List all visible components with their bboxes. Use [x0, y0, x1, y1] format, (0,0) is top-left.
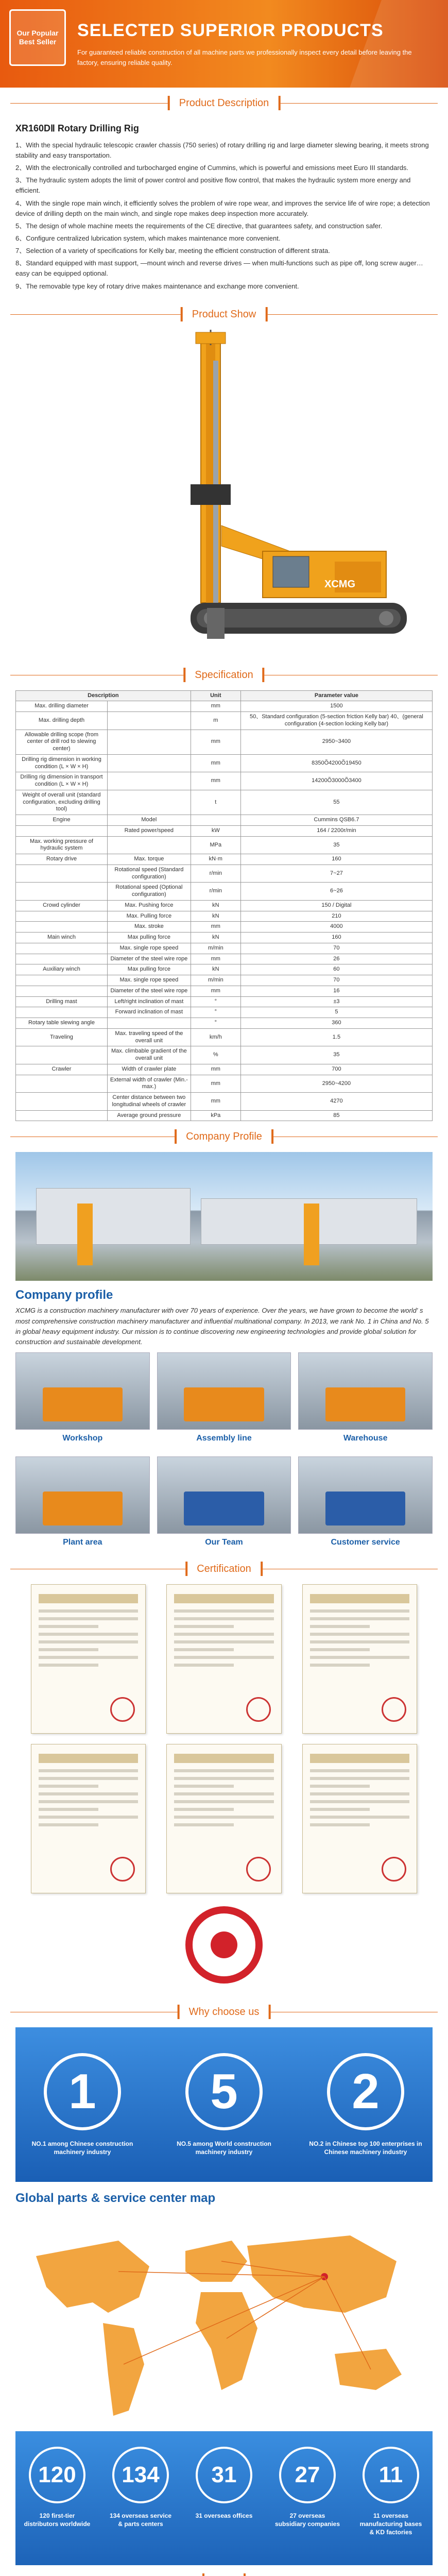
spec-cell: 2950~4200	[240, 1075, 432, 1093]
spec-cell: Left/right inclination of mast	[107, 996, 191, 1007]
stat-number: 11	[363, 2447, 419, 2503]
spec-cell: Model	[107, 815, 191, 826]
spec-cell: kN	[191, 900, 240, 911]
spec-header-cell: Description	[16, 690, 191, 701]
spec-cell: Max. working pressure of hydraulic system	[16, 836, 108, 854]
spec-cell: 26	[240, 954, 432, 964]
spec-cell: 35	[240, 836, 432, 854]
certificate	[166, 1584, 281, 1734]
company-gallery	[15, 1352, 433, 1553]
why-choose-us-panel	[15, 2027, 433, 2182]
spec-cell: mm	[191, 701, 240, 712]
gallery-caption: Warehouse	[343, 1434, 388, 1443]
spec-row	[16, 996, 433, 1007]
spec-cell	[16, 911, 108, 922]
spec-cell: 5	[240, 1007, 432, 1018]
spec-cell: Main winch	[16, 933, 108, 943]
spec-cell: 14200Õ3000Õ3400	[240, 772, 432, 790]
desc-point: 1、With the special hydraulic telescopic crawler chassis (750 series) of rotary drilling rig and large diameter slewing bearing, it meets strong stability and easy transportation.	[15, 141, 429, 160]
spec-cell: kN·m	[191, 854, 240, 865]
spec-cell: mm	[191, 1064, 240, 1075]
stat-label: 134 overseas service & parts centers	[109, 2512, 172, 2528]
spec-cell	[16, 1046, 108, 1064]
spec-cell	[107, 836, 191, 854]
spec-row	[16, 1028, 433, 1046]
gallery-caption: Plant area	[63, 1538, 102, 1547]
spec-cell: Drilling mast	[16, 996, 108, 1007]
spec-cell: Auxiliary winch	[16, 964, 108, 975]
spec-row	[16, 1110, 433, 1121]
certificate	[31, 1744, 146, 1893]
world-map	[15, 2210, 433, 2431]
section-header-cert: Certification	[0, 1558, 448, 1579]
spec-cell	[107, 772, 191, 790]
spec-row	[16, 954, 433, 964]
spec-cell	[16, 865, 108, 883]
spec-row	[16, 815, 433, 826]
spec-cell: Max. torque	[107, 854, 191, 865]
desc-point: 8、Standard equipped with mast support, —mount winch and reverse drives — when multi-functions such as pipe off, long screw auger… easy can be equipped optional.	[15, 259, 423, 278]
stat-number: 31	[196, 2447, 252, 2503]
spec-cell	[16, 1007, 108, 1018]
spec-row	[16, 712, 433, 730]
spec-cell: Diameter of the steel wire rope	[107, 954, 191, 964]
spec-cell	[107, 1018, 191, 1029]
spec-cell: t	[191, 790, 240, 815]
certificate	[31, 1584, 146, 1734]
spec-row	[16, 1064, 433, 1075]
section-header-why: Why choose us	[0, 2002, 448, 2022]
spec-cell: Crawler	[16, 1064, 108, 1075]
certificates-row-1	[31, 1584, 417, 1734]
spec-cell: Max. drilling diameter	[16, 701, 108, 712]
certificates-row-2	[31, 1744, 417, 1893]
spec-cell	[16, 986, 108, 996]
spec-cell: m	[191, 712, 240, 730]
spec-row	[16, 883, 433, 901]
factory-photo	[15, 1152, 433, 1281]
spec-cell	[16, 1075, 108, 1093]
spec-cell: 60	[240, 964, 432, 975]
product-heading: XR160DⅡ Rotary Drilling Rig	[15, 123, 139, 133]
spec-cell: 150 / Digital	[240, 900, 432, 911]
spec-cell	[16, 922, 108, 933]
spec-row	[16, 911, 433, 922]
spec-cell: 700	[240, 1064, 432, 1075]
gallery-cell	[157, 1352, 291, 1449]
spec-cell: Max. drilling depth	[16, 712, 108, 730]
rank-caption: NO.1 among Chinese construction machinery industry	[31, 2140, 133, 2156]
spec-cell	[191, 815, 240, 826]
spec-cell: mm	[191, 922, 240, 933]
gallery-caption: Customer service	[331, 1538, 400, 1547]
spec-cell: Allowable drilling scope (from center of drill rod to slewing center)	[16, 730, 108, 754]
spec-cell: 164 / 2200r/min	[240, 825, 432, 836]
section-header-show: Product Show	[0, 304, 448, 325]
spec-cell: Forward inclination of mast	[107, 1007, 191, 1018]
spec-cell: Width of crawler plate	[107, 1064, 191, 1075]
spec-cell: Diameter of the steel wire rope	[107, 986, 191, 996]
spec-row	[16, 754, 433, 772]
spec-cell: m/min	[191, 943, 240, 954]
seal-icon	[246, 1697, 271, 1722]
spec-table-wrap	[0, 690, 448, 1122]
spec-row	[16, 825, 433, 836]
spec-cell: 55	[240, 790, 432, 815]
section-header-spec: Specification	[0, 665, 448, 685]
spec-cell: Max. stroke	[107, 922, 191, 933]
spec-cell: ±3	[240, 996, 432, 1007]
spec-cell: kN	[191, 964, 240, 975]
spec-cell: r/min	[191, 865, 240, 883]
gallery-caption: Assembly line	[196, 1434, 252, 1443]
spec-cell	[16, 1110, 108, 1121]
seal-icon	[382, 1857, 406, 1882]
gallery-caption: Workshop	[62, 1434, 103, 1443]
spec-cell: Crowd cylinder	[16, 900, 108, 911]
spec-row	[16, 943, 433, 954]
certificate	[302, 1584, 417, 1734]
spec-cell: km/h	[191, 1028, 240, 1046]
spec-cell: kPa	[191, 1110, 240, 1121]
spec-cell	[16, 943, 108, 954]
spec-row	[16, 1018, 433, 1029]
spec-cell: kW	[191, 825, 240, 836]
spec-cell: mm	[191, 1093, 240, 1111]
spec-cell: Max. traveling speed of the overall unit	[107, 1028, 191, 1046]
spec-cell: 50、Standard configuration (5-section friction Kelly bar) 40、(general configuration (4-section locking Kelly bar)	[240, 712, 432, 730]
spec-cell: Rotational speed (Standard configuration)	[107, 865, 191, 883]
spec-cell: MPa	[191, 836, 240, 854]
stat-item	[357, 2447, 424, 2537]
spec-cell: r/min	[191, 883, 240, 901]
spec-cell: 4000	[240, 922, 432, 933]
spec-cell: Average ground pressure	[107, 1110, 191, 1121]
product-image-rig	[15, 330, 433, 659]
company-profile-text: XCMG is a construction machinery manufacturer with over 70 years of experience. Over the years, we have grown to become the world' s most comprehensive construction machinery manufacturer and influential multinational company. In 2013, we rank No. 1 in China and No. 5 in global heavy equipment industry. Our mission is to continue discovering new engineering technologies and provide global solution for construction and sustainable development.	[15, 1307, 429, 1346]
desc-point: 3、The hydraulic system adopts the limit of power control and positive flow control, that makes the hydraulic system more energy and efficient.	[15, 176, 411, 195]
banner-stripe	[350, 0, 448, 88]
stat-label: 27 overseas subsidiary companies	[274, 2512, 340, 2528]
rank-number: 2	[327, 2053, 404, 2130]
spec-row	[16, 730, 433, 754]
spec-cell: Max. climbable gradient of the overall unit	[107, 1046, 191, 1064]
rotary-drilling-rig-illustration	[15, 330, 433, 659]
banner-title: SELECTED SUPERIOR PRODUCTS	[77, 21, 384, 40]
spec-cell: 16	[240, 986, 432, 996]
spec-cell: °	[191, 1007, 240, 1018]
spec-cell: Rotary table slewing angle	[16, 1018, 108, 1029]
desc-point: 4、With the single rope main winch, it efficiently solves the problem of wire rope wear, and improves the service life of wire rope; a detection device of drilling depth on the main winch, and single rope makes deep inspection more accurately.	[15, 199, 430, 217]
stat-item	[191, 2447, 257, 2520]
spec-cell	[16, 825, 108, 836]
spec-row	[16, 1075, 433, 1093]
spec-row	[16, 790, 433, 815]
spec-cell	[107, 754, 191, 772]
spec-cell: 8350Õ4200Õ19450	[240, 754, 432, 772]
spec-cell: 1.5	[240, 1028, 432, 1046]
spec-cell: kN	[191, 911, 240, 922]
spec-header-row	[16, 690, 433, 701]
spec-cell: %	[191, 1046, 240, 1064]
spec-cell	[16, 1093, 108, 1111]
gallery-cell	[298, 1352, 433, 1449]
spec-cell: 70	[240, 975, 432, 986]
spec-row	[16, 975, 433, 986]
spec-row	[16, 836, 433, 854]
rank-number: 5	[185, 2053, 263, 2130]
spec-row	[16, 865, 433, 883]
spec-cell: kN	[191, 933, 240, 943]
gallery-cell	[15, 1352, 150, 1449]
spec-cell: Weight of overall unit (standard configuration, excluding drilling tool)	[16, 790, 108, 815]
spec-cell: External width of crawler (Min.-max.)	[107, 1075, 191, 1093]
spec-cell: Max. single rope speed	[107, 943, 191, 954]
stat-number: 27	[279, 2447, 336, 2503]
desc-point: 9、The removable type key of rotary drive makes maintenance and exchange more convenient.	[15, 282, 299, 290]
spec-cell: Cummins QSB6.7	[240, 815, 432, 826]
spec-cell: mm	[191, 772, 240, 790]
stat-number: 134	[112, 2447, 169, 2503]
spec-cell: Max. Pushing force	[107, 900, 191, 911]
spec-row	[16, 854, 433, 865]
rank-number: 1	[44, 2053, 121, 2130]
stat-label: 120 first-tier distributors worldwide	[24, 2512, 91, 2528]
spec-row	[16, 900, 433, 911]
section-header-profile: Company Profile	[0, 1126, 448, 1147]
spec-cell: 6~26	[240, 883, 432, 901]
spec-cell: Max. single rope speed	[107, 975, 191, 986]
spec-cell: Drilling rig dimension in working condition (L × W × H)	[16, 754, 108, 772]
spec-cell	[107, 712, 191, 730]
stat-item	[107, 2447, 174, 2528]
gallery-caption: Our Team	[205, 1538, 243, 1547]
reddot-award-logo-icon	[0, 1893, 448, 1996]
global-stats-panel	[15, 2431, 433, 2565]
spec-cell: Rotary drive	[16, 854, 108, 865]
world-map-icon	[15, 2210, 433, 2431]
spec-cell	[107, 701, 191, 712]
gallery-cell	[157, 1456, 291, 1553]
desc-point: 6、Configure centralized lubrication system, which makes maintenance more convenient.	[15, 234, 281, 243]
seal-icon	[382, 1697, 406, 1722]
spec-row	[16, 1093, 433, 1111]
seal-icon	[110, 1697, 135, 1722]
spec-cell: Max. Pulling force	[107, 911, 191, 922]
spec-cell: 4270	[240, 1093, 432, 1111]
desc-point: 5、The design of whole machine meets the requirements of the CE directive, that guarantees safety, and construction safer.	[15, 222, 383, 230]
certificate	[302, 1744, 417, 1893]
stat-item	[24, 2447, 91, 2528]
spec-row	[16, 772, 433, 790]
desc-point: 2、With the electronically controlled and turbocharged engine of Cummins, which is powerful and emissions meet Euro III standards.	[15, 164, 409, 172]
company-profile-title: Company profile	[15, 1288, 113, 1302]
spec-cell: 7~27	[240, 865, 432, 883]
section-header-faq	[0, 2570, 448, 2576]
spec-cell: m/min	[191, 975, 240, 986]
desc-point: 7、Selection of a variety of specifications for Kelly bar, meeting the efficient construction of different strata.	[15, 247, 330, 255]
rank-caption: NO.2 in Chinese top 100 enterprises in Chinese machinery industry	[309, 2140, 422, 2156]
specification-table	[15, 690, 433, 1122]
spec-cell: Rated power/speed	[107, 825, 191, 836]
svg-text:XCMG: XCMG	[324, 578, 355, 590]
spec-row	[16, 1046, 433, 1064]
spec-row	[16, 922, 433, 933]
spec-cell: Drilling rig dimension in transport condition (L × W × H)	[16, 772, 108, 790]
spec-cell: mm	[191, 1075, 240, 1093]
spec-cell: 360	[240, 1018, 432, 1029]
spec-cell	[16, 954, 108, 964]
map-title: Global parts & service center map	[15, 2191, 216, 2206]
spec-cell: 2950~3400	[240, 730, 432, 754]
spec-cell: 210	[240, 911, 432, 922]
certificate	[166, 1744, 281, 1893]
banner-subtitle: For guaranteed reliable construction of all machine parts we professionally inspect every detail before leaving the factory, ensuring reliable quality.	[77, 48, 412, 66]
spec-cell: °	[191, 1018, 240, 1029]
spec-row	[16, 986, 433, 996]
spec-cell: mm	[191, 754, 240, 772]
spec-cell: °	[191, 996, 240, 1007]
spec-cell: 85	[240, 1110, 432, 1121]
seal-icon	[110, 1857, 135, 1882]
spec-cell: Engine	[16, 815, 108, 826]
best-seller-badge: Our Popular Best Seller	[9, 9, 66, 66]
spec-cell: mm	[191, 954, 240, 964]
product-description	[0, 118, 448, 299]
spec-cell: 160	[240, 854, 432, 865]
stat-item	[274, 2447, 341, 2528]
spec-header-cell: Parameter value	[240, 690, 432, 701]
stat-number: 120	[29, 2447, 85, 2503]
spec-cell: Max pulling force	[107, 964, 191, 975]
spec-cell	[107, 730, 191, 754]
spec-header-cell: Unit	[191, 690, 240, 701]
spec-cell: mm	[191, 986, 240, 996]
spec-cell: 70	[240, 943, 432, 954]
spec-row	[16, 964, 433, 975]
seal-icon	[246, 1857, 271, 1882]
section-header-description: Product Description	[0, 93, 448, 113]
gallery-cell	[298, 1456, 433, 1553]
spec-cell: 1500	[240, 701, 432, 712]
spec-row	[16, 1007, 433, 1018]
spec-row	[16, 933, 433, 943]
spec-cell	[16, 883, 108, 901]
spec-cell: 35	[240, 1046, 432, 1064]
spec-cell	[107, 790, 191, 815]
spec-cell: Traveling	[16, 1028, 108, 1046]
hero-banner	[0, 0, 448, 88]
gallery-cell	[15, 1456, 150, 1553]
spec-cell: Center distance between two longitudinal wheels of crawler	[107, 1093, 191, 1111]
rank-caption: NO.5 among World construction machinery industry	[177, 2140, 271, 2156]
spec-row	[16, 701, 433, 712]
spec-cell	[16, 975, 108, 986]
spec-cell: Max pulling force	[107, 933, 191, 943]
spec-cell: Rotational speed (Optional configuration)	[107, 883, 191, 901]
stat-label: 11 overseas manufacturing bases & KD factories	[359, 2512, 422, 2536]
stat-label: 31 overseas offices	[195, 2512, 253, 2520]
spec-cell: 160	[240, 933, 432, 943]
spec-cell: mm	[191, 730, 240, 754]
